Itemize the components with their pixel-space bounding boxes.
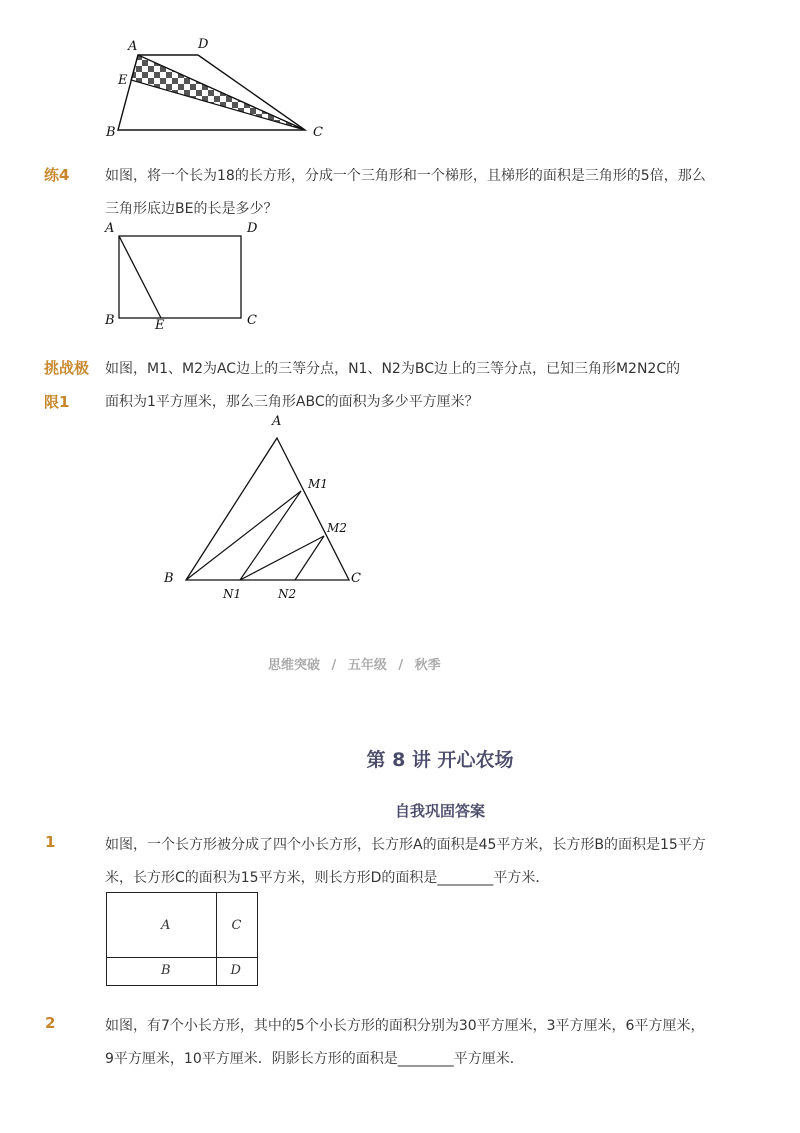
point-label-A: A	[105, 221, 115, 236]
point-label-C: C	[313, 125, 323, 140]
figure-triangle-trisection	[150, 410, 380, 610]
challenge-label-line2: 限1	[44, 393, 70, 411]
rect-label-D: D	[230, 962, 241, 978]
answers-title: 自我巩固答案	[394, 802, 485, 820]
point-label-B: B	[106, 125, 116, 140]
footer-season: 秋季	[414, 658, 441, 673]
triangle-ABC	[186, 438, 349, 580]
point-label-D: D	[198, 37, 209, 52]
rect-C	[216, 892, 259, 958]
footer-series: 思维突破	[268, 658, 321, 673]
figure-rectangle	[100, 218, 270, 333]
question-number: 1	[45, 833, 56, 851]
segment-AE	[119, 236, 161, 318]
exercise-text-line2: 三角形底边BE的长是多少？	[105, 201, 278, 217]
point-label-A: A	[272, 414, 282, 429]
exercise-text-line1: 如图，将一个长为18的长方形，分成一个三角形和一个梯形，且梯形的面积是三角形的5倍，那么	[105, 168, 706, 184]
rect-label-B: B	[161, 962, 171, 978]
question-text-line2: 9平方厘米，10平方厘米．阴影长方形的面积是________平方厘米．	[105, 1051, 524, 1067]
exercise-label: 练4	[44, 166, 70, 184]
point-label-E: E	[155, 318, 165, 333]
footer-separator: /	[331, 658, 337, 673]
question-text-line1: 如图，一个长方形被分成了四个小长方形，长方形A的面积是45平方米，长方形B的面积是15平方	[105, 837, 706, 853]
rect-D	[216, 957, 259, 987]
footer-grade: 五年级	[347, 658, 387, 673]
question-number: 2	[45, 1014, 56, 1032]
point-label-D: D	[247, 221, 258, 236]
point-label-M1: M1	[308, 477, 328, 491]
point-label-M2: M2	[327, 521, 347, 535]
point-label-A: A	[128, 39, 138, 54]
question-text-line2: 米，长方形C的面积为15平方米，则长方形D的面积是________平方米．	[105, 870, 550, 886]
figure-four-rectangles	[106, 892, 258, 986]
rect-label-C: C	[231, 918, 242, 933]
lecture-title: 第 8 讲 开心农场	[366, 749, 514, 771]
point-label-C: C	[247, 313, 257, 328]
footer-separator: /	[398, 658, 404, 673]
challenge-text-line1: 如图，M1、M2为AC边上的三等分点，N1、N2为BC边上的三等分点，已知三角形M2N2C的	[105, 361, 681, 377]
challenge-text-line2: 面积为1平方厘米，那么三角形ABC的面积为多少平方厘米？	[105, 394, 479, 410]
figure-trapezoid-shaded	[100, 30, 340, 145]
point-label-B: B	[164, 571, 174, 586]
question-text-line1: 如图，有7个小长方形，其中的5个小长方形的面积分别为30平方厘米，3平方厘米，6平方厘米，	[105, 1018, 705, 1034]
challenge-label-line1: 挑战极	[44, 359, 90, 377]
point-label-B: B	[105, 313, 115, 328]
point-label-N1: N1	[223, 587, 242, 601]
page-footer	[268, 654, 441, 673]
rect-label-A: A	[161, 918, 171, 933]
point-label-N2: N2	[278, 587, 297, 601]
point-label-E: E	[118, 73, 128, 88]
rect-A	[106, 892, 217, 958]
point-label-C: C	[351, 571, 361, 586]
rect-B	[106, 957, 217, 987]
